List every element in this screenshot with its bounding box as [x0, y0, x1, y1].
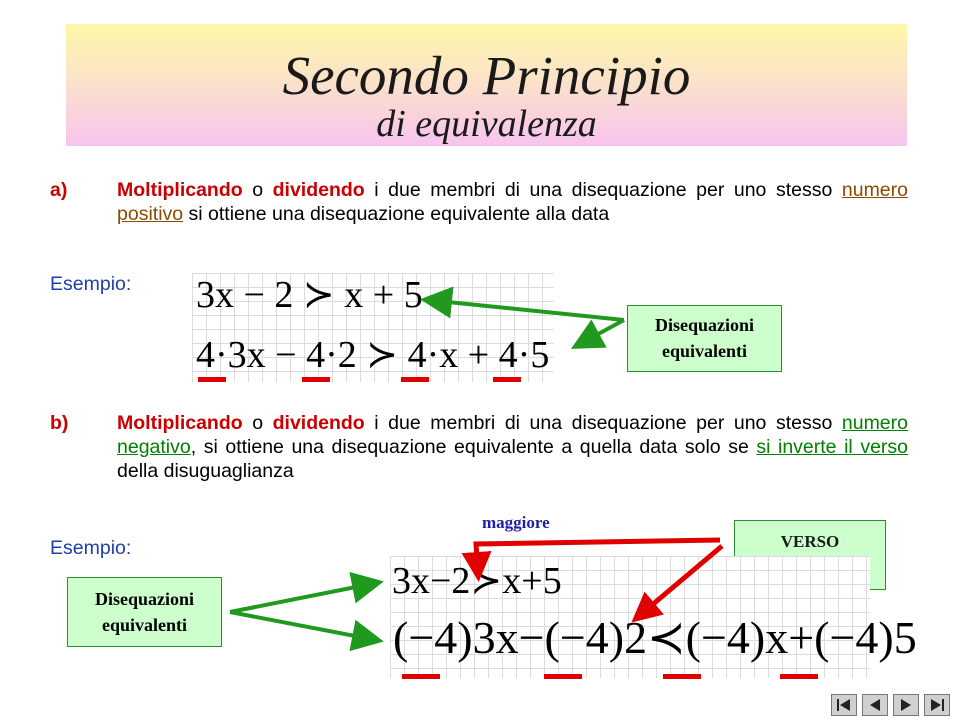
last-slide-button[interactable] [924, 694, 950, 716]
callout-equivalent-a: Disequazioni equivalenti [627, 305, 782, 372]
equation-b2: (−4)3x−(−4)2≺(−4)x+(−4)5 [393, 612, 917, 663]
arrow-to-eq-a1 [428, 300, 624, 320]
last-icon [929, 698, 945, 712]
equation-a1: 3x − 2 ≻ x + 5 [196, 274, 423, 316]
first-slide-button[interactable] [831, 694, 857, 716]
arrow-to-eq-b1 [230, 583, 376, 612]
arrow-to-eq-b2 [230, 612, 376, 640]
numero-negativo: numero negativo [117, 412, 908, 458]
arrow-to-eq-a2 [578, 320, 624, 345]
equation-b1: 3x−2≻x+5 [392, 560, 562, 602]
equation-a2: 4·3x − 4·2 ≻ 4·x + 4·5 [196, 334, 550, 376]
next-icon [898, 698, 914, 712]
slide-title: Secondo Principio [282, 45, 691, 106]
next-slide-button[interactable] [893, 694, 919, 716]
first-icon [836, 698, 852, 712]
section-b-marker: b) [50, 412, 69, 434]
keyword-dividendo: dividendo [272, 412, 365, 434]
keyword-moltiplicando: Moltiplicando [117, 412, 243, 434]
section-a-marker: a) [50, 179, 68, 201]
callout-equivalent-b: Disequazioni equivalenti [67, 577, 222, 647]
previous-slide-button[interactable] [862, 694, 888, 716]
section-a-text: Moltiplicando o dividendo i due membri di una disequazione per uno stesso numero positivo si ottiene una disequazione equivalente alla data [117, 179, 908, 225]
slide-subtitle: di equivalenza [376, 103, 597, 145]
previous-icon [867, 698, 883, 712]
label-maggiore: maggiore [482, 513, 550, 532]
example-label-a: Esempio: [50, 273, 132, 295]
callout-verso-invertito: VERSO [734, 520, 886, 590]
arrow-maggiore [476, 540, 720, 572]
keyword-dividendo: dividendo [272, 179, 365, 201]
example-label-b: Esempio: [50, 537, 132, 559]
numero-positivo: numero positivo [117, 179, 908, 225]
section-b-text: Moltiplicando o dividendo i due membri di una disequazione per uno stesso numero negativo, si ottiene una disequazione equivalente a quella data solo se si inverte il verso della disuguaglianza [117, 412, 908, 482]
keyword-moltiplicando: Moltiplicando [117, 179, 243, 201]
si-inverte-il-verso: si inverte il verso [756, 436, 908, 458]
arrow-minore [639, 546, 722, 616]
